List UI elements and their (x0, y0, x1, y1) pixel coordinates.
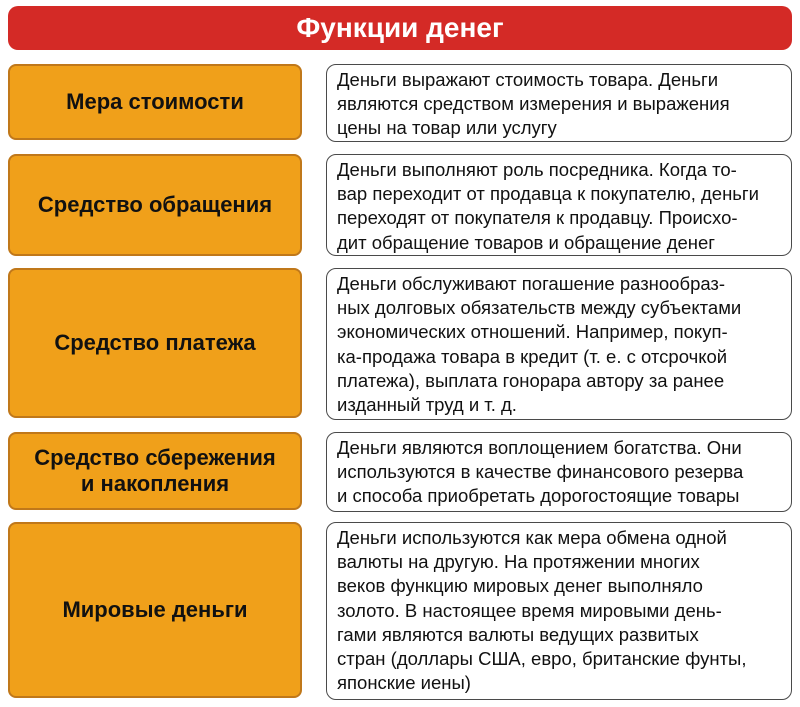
description-line: платежа), выплата гонорара автору за ранее (337, 369, 725, 391)
function-name: Мера стоимости (66, 88, 244, 114)
function-name-box-payment (8, 268, 302, 418)
description-line: гами являются валюты ведущих развитых (337, 623, 699, 645)
description-line: изданный труд и т. д. (337, 394, 517, 416)
description-line: Деньги выполняют роль посредника. Когда то- (337, 159, 737, 180)
function-name-line: Средство сбережения (34, 444, 276, 470)
description-line: экономических отношений. Например, покуп- (337, 321, 728, 343)
description-line: Деньги выражают стоимость товара. Деньги (337, 69, 719, 90)
function-name: Средство платежа (54, 329, 256, 355)
function-name: Мировые деньги (62, 596, 248, 622)
function-description-box-world-money (326, 522, 792, 700)
description-line: веков функцию мировых денег выполняло (337, 575, 703, 597)
description-line: валюты на другую. На протяжении многих (337, 551, 700, 573)
function-name-box-world-money (8, 522, 302, 698)
description-line: и способа приобретать дорогостоящие товары (337, 485, 740, 507)
description-line: переходят от покупателя к продавцу. Происхо- (337, 207, 738, 229)
description-line: ка-продажа товара в кредит (т. е. с отсрочкой (337, 345, 728, 367)
description-line: Деньги являются воплощением богатства. Они (337, 437, 742, 458)
description-line: вар переходит от продавца к покупателю, деньги (337, 183, 760, 205)
function-name: Средство обращения (37, 191, 273, 217)
function-name-line: и накопления (80, 471, 230, 496)
description-line: Деньги обслуживают погашение разнообраз- (337, 273, 726, 294)
description-line: являются средством измерения и выражения (337, 93, 730, 115)
description-line: японские иены) (337, 672, 471, 694)
function-name-box-measure (8, 64, 302, 140)
function-description-box-circulation (326, 154, 792, 256)
function-name-box-circulation (8, 154, 302, 256)
description-line: используются в качестве финансового резерва (337, 461, 744, 483)
function-description-box-measure (326, 64, 792, 142)
description-line: Деньги используются как мера обмена одной (337, 527, 727, 548)
description-line: стран (доллары США, евро, британские фунты, (337, 648, 747, 670)
function-name-box-savings (8, 432, 302, 510)
function-description-box-savings (326, 432, 792, 512)
page-title: Функции денег (8, 6, 792, 50)
description-line: ных долговых обязательств между субъектами (337, 297, 742, 319)
description-line: цены на товар или услугу (337, 117, 557, 139)
function-description-box-payment (326, 268, 792, 420)
description-line: дит обращение товаров и обращение денег (337, 231, 716, 253)
description-line: золото. В настоящее время мировыми день- (337, 599, 722, 621)
